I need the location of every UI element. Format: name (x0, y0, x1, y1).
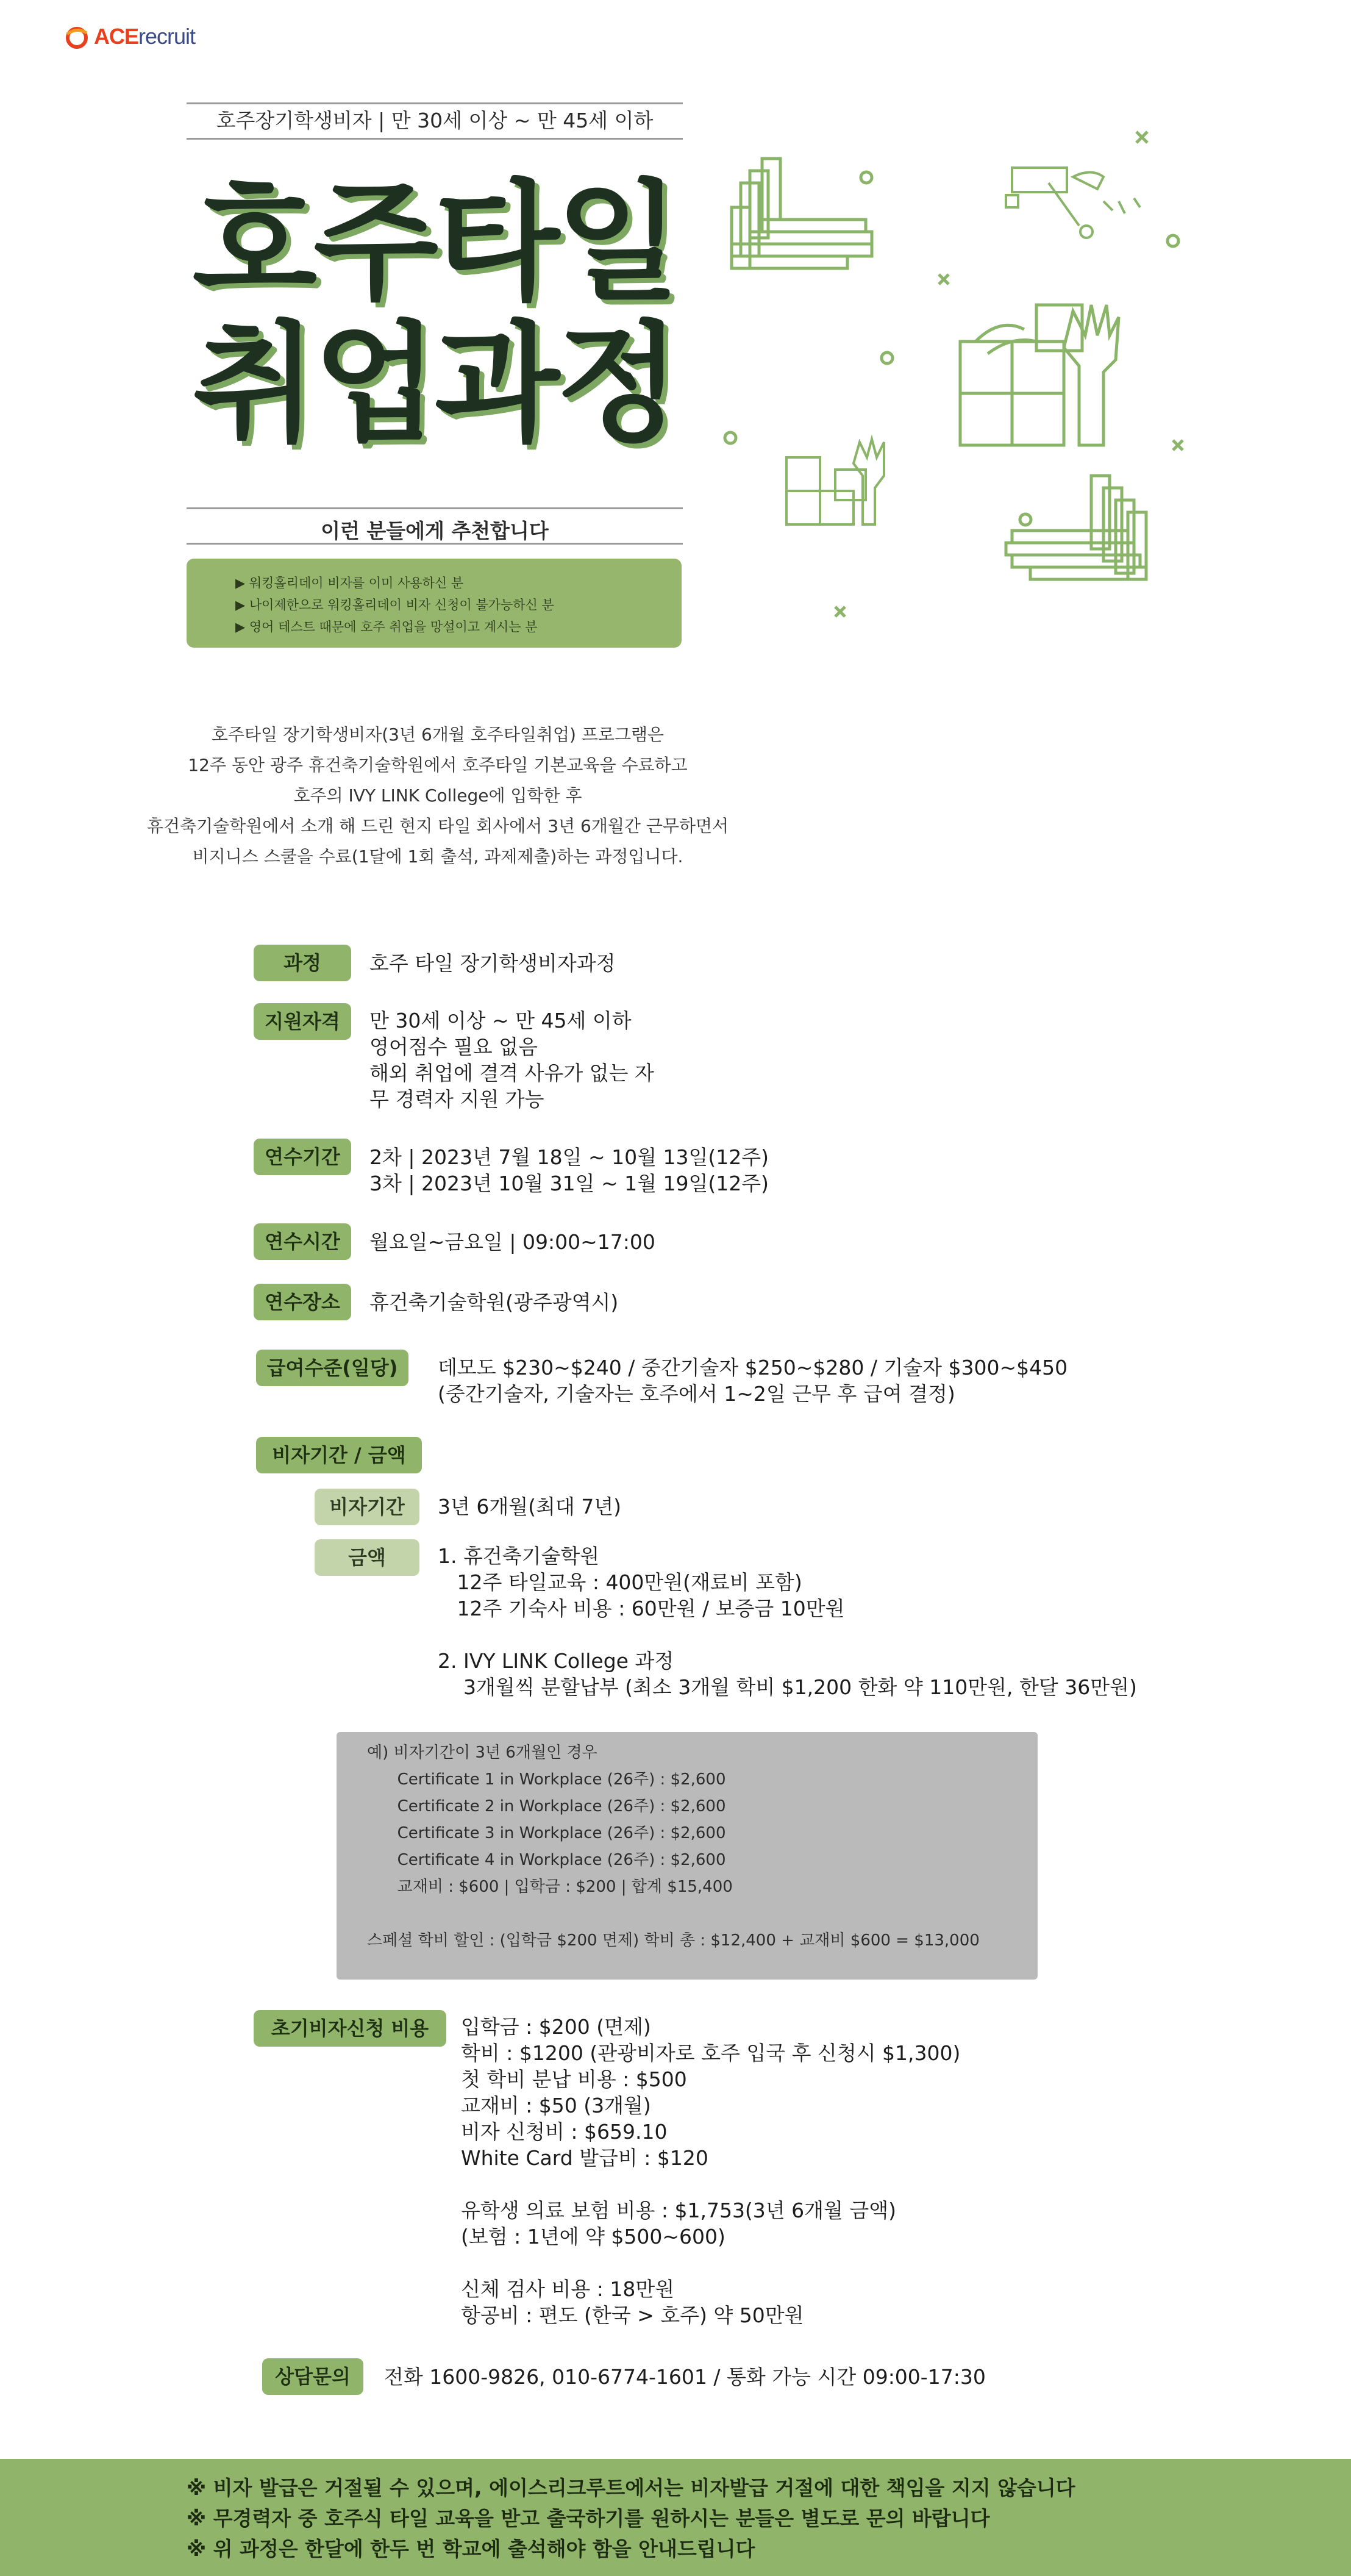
footer-note: ※ 위 과정은 한달에 한두 번 학교에 출석해야 함을 안내드립니다 (187, 2537, 755, 2561)
intro-line: 호주타일 장기학생비자(3년 6개월 호주타일취업) 프로그램은 (211, 724, 665, 745)
visa-period-tag: 비자기간 (315, 1489, 419, 1525)
stairs-icon (1006, 476, 1146, 579)
place-value: 휴건축기술학원(광주광역시) (369, 1290, 619, 1314)
logo-text: ACErecruit (94, 24, 196, 49)
circle-icon (1020, 514, 1031, 525)
recommend-item: ▶ 영어 테스트 때문에 호주 취업을 망설이고 계시는 분 (235, 620, 538, 634)
circle-icon (861, 172, 872, 183)
cross-icon (1173, 440, 1183, 450)
intro-line: 휴건축기술학원에서 소개 해 드린 현지 타일 회사에서 3년 6개월간 근무하면서 (146, 816, 729, 836)
footer-note: ※ 무경력자 중 호주식 타일 교육을 받고 출국하기를 원하시는 분들은 별도로 문의 바랍니다 (187, 2506, 990, 2530)
divider (187, 543, 683, 545)
contact-tag: 상담문의 (262, 2358, 363, 2395)
hand-tiles-icon (960, 305, 1119, 445)
recommend-item: ▶ 워킹홀리데이 비자를 이미 사용하신 분 (235, 576, 464, 590)
divider (187, 507, 683, 509)
tile-illustration (707, 110, 1195, 634)
divider (187, 102, 683, 104)
course-value: 호주 타일 장기학생비자과정 (369, 951, 616, 975)
tools-icon (1006, 168, 1140, 238)
footer-notice (0, 2459, 1351, 2576)
period-value: 2차 | 2023년 7월 18일 ~ 10월 13일(12주) 3차 | 2023년 10월 31일 ~ 1월 19일(12주) (369, 1145, 769, 1195)
hours-tag: 연수시간 (254, 1223, 351, 1260)
recommend-box (187, 559, 682, 648)
hand-tiles-small-icon (786, 439, 884, 524)
main-title-line1: 호주타일 (192, 167, 677, 318)
footer-note: ※ 비자 발급은 거절될 수 있으며, 에이스리크루트에서는 비자발급 거절에 대한 책임을 지지 않습니다 (187, 2476, 1075, 2500)
recommend-heading: 이런 분들에게 추천합니다 (321, 519, 549, 543)
circle-icon (1167, 235, 1178, 246)
visa-subtitle: 호주장기학생비자 | 만 30세 이상 ~ 만 45세 이하 (216, 109, 654, 132)
circle-icon (882, 352, 893, 363)
contact-value[interactable]: 전화 1600-9826, 010-6774-1601 / 통화 가능 시간 09:00-17:30 (384, 2365, 986, 2389)
intro-line: 호주의 IVY LINK College에 입학한 후 (293, 785, 582, 806)
intro-paragraph (0, 720, 875, 872)
cross-icon (1136, 132, 1147, 143)
intro-line: 비지니스 스쿨을 수료(1달에 1회 출석, 과제제출)하는 과정입니다. (192, 846, 683, 867)
main-title-line2: 취업과정 (192, 309, 677, 459)
tuition-example-text: 예) 비자기간이 3년 6개월인 경우 Certificate 1 in Workplace (26주) : $2,600 Certificate 2 in Workplace (26주) : $2,600 Certificate 3 in Workplace (26주) : $2,600 Certificate 4 in Workplace (26주) : $2,600 교재비 : $600 | 입학금 : $200 | 합계 $15,400 스페셜 학비 할인 : (입학금 $200 면제) 학비 총 : $12,400 + 교재비 $600 = $13,000 (367, 1744, 980, 1950)
initial-cost-tag: 초기비자신청 비용 (254, 2010, 446, 2047)
tuition-example-box (337, 1732, 1038, 1980)
visa-amount-value: 1. 휴건축기술학원 12주 타일교육 : 400만원(재료비 포함) 12주 기숙사 비용 : 60만원 / 보증금 10만원 2. IVY LINK College 과정 3개월씩 분할납부 (최소 3개월 학비 $1,200 한화 약 110만원, 한달 36만원) (438, 1544, 1137, 1699)
stairs-icon (732, 159, 872, 268)
visa-tag: 비자기간 / 금액 (256, 1437, 422, 1473)
hours-value: 월요일~금요일 | 09:00~17:00 (369, 1230, 655, 1254)
visa-period-value: 3년 6개월(최대 7년) (438, 1495, 621, 1519)
course-tag: 과정 (254, 945, 351, 981)
wage-value: 데모도 $230~$240 / 중간기술자 $250~$280 / 기술자 $300~$450 (중간기술자, 기술자는 호주에서 1~2일 근무 후 급여 결정) (438, 1356, 1068, 1406)
divider (187, 138, 683, 140)
eligibility-tag: 지원자격 (254, 1003, 351, 1040)
recommend-item: ▶ 나이제한으로 워킹홀리데이 비자 신청이 불가능하신 분 (235, 598, 554, 612)
logo-mark-icon (63, 23, 90, 50)
logo[interactable] (63, 23, 195, 50)
cross-icon (835, 607, 845, 617)
visa-amount-tag: 금액 (315, 1539, 419, 1576)
intro-line: 12주 동안 광주 휴건축기술학원에서 호주타일 기본교육을 수료하고 (188, 755, 688, 775)
circle-icon (725, 432, 736, 443)
eligibility-value: 만 30세 이상 ~ 만 45세 이하 영어점수 필요 없음 해외 취업에 결격 사유가 없는 자 무 경력자 지원 가능 (369, 1009, 654, 1111)
initial-cost-value: 입학금 : $200 (면제) 학비 : $1200 (관광비자로 호주 입국 후 신청시 $1,300) 첫 학비 분납 비용 : $500 교재비 : $50 (3개월) 비자 신청비 : $659.10 White Card 발급비 : $120 유학생 의료 보험 비용 : $1,753(3년 6개월 금액) (보험 : 1년에 약 $500~600) 신체 검사 비용 : 18만원 항공비 : 편도 (한국 > 호주) 약 50만원 (461, 2015, 961, 2327)
period-tag: 연수기간 (254, 1139, 351, 1175)
cross-icon (939, 274, 949, 284)
place-tag: 연수장소 (254, 1284, 351, 1320)
wage-tag: 급여수준(일당) (256, 1350, 408, 1386)
